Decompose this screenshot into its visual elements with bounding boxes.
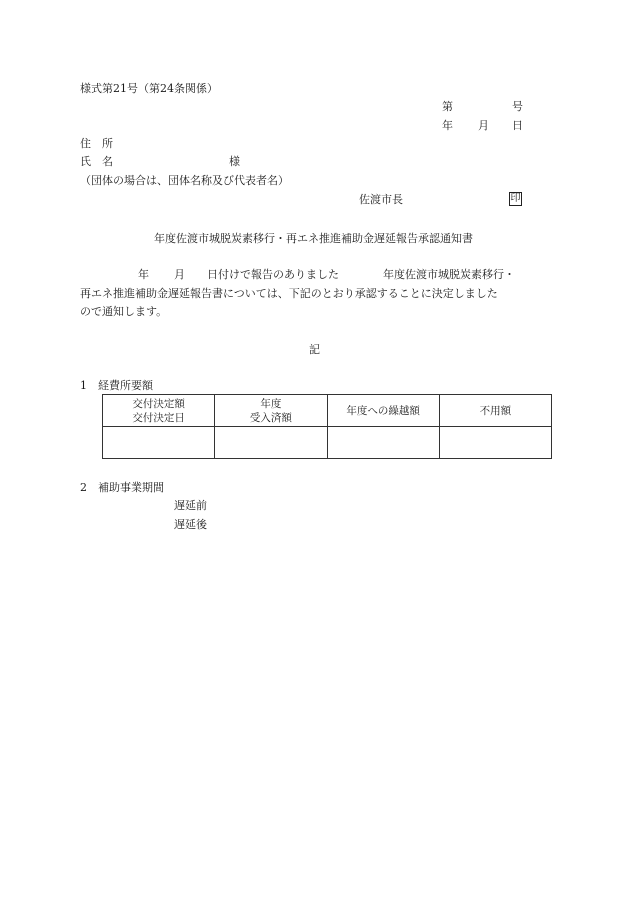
honorific: 様 — [229, 155, 240, 168]
table-row — [103, 427, 552, 459]
sender-title: 佐渡市長 — [359, 193, 403, 206]
col-received — [215, 395, 327, 427]
body-line3: ので通知します。 — [80, 305, 168, 318]
col-received-line1: 年度 — [260, 397, 282, 410]
cell-carryover-value[interactable] — [327, 427, 439, 459]
cell-decision-value[interactable] — [103, 427, 215, 459]
col-unused — [439, 395, 551, 427]
address-label: 住 所 — [80, 137, 113, 150]
seal-mark: 印 — [510, 193, 521, 204]
body-year: 年 — [138, 268, 149, 281]
form-number: 様式第21号（第24条関係） — [80, 82, 218, 95]
body-line1-end: 年度佐渡市城脱炭素移行・ — [383, 268, 515, 281]
group-note: （団体の場合は、団体名称及び代表者名） — [80, 174, 289, 187]
expense-table — [102, 394, 552, 459]
date-day: 日 — [512, 119, 523, 132]
doc-number-suffix: 号 — [512, 100, 523, 113]
section1-heading: 1 経費所要額 — [80, 379, 153, 392]
col-decision — [103, 395, 215, 427]
body-line2: 再エネ推進補助金遅延報告書については、下記のとおり承認することに決定しました — [80, 287, 498, 300]
document-title: 年度佐渡市城脱炭素移行・再エネ推進補助金遅延報告承認通知書 — [154, 232, 473, 245]
period-after: 遅延後 — [174, 518, 207, 531]
cell-unused-value[interactable] — [439, 427, 551, 459]
col-decision-line2: 交付決定日 — [132, 411, 185, 424]
cell-received-value[interactable] — [215, 427, 327, 459]
col-decision-line1: 交付決定額 — [132, 397, 185, 410]
doc-number-prefix: 第 — [442, 100, 453, 113]
table-header-row — [103, 395, 552, 427]
col-unused-label: 不用額 — [479, 404, 512, 417]
col-carryover-label: 年度への繰越額 — [346, 404, 420, 417]
ki-marker: 記 — [309, 343, 320, 356]
body-date-rest: 日付けで報告のありました — [207, 268, 339, 281]
date-year: 年 — [442, 119, 453, 132]
section2-heading: 2 補助事業期間 — [80, 481, 164, 494]
body-month: 月 — [174, 268, 185, 281]
period-before: 遅延前 — [174, 499, 207, 512]
date-month: 月 — [478, 119, 489, 132]
col-received-line2: 受入済額 — [249, 411, 292, 424]
col-carryover — [327, 395, 439, 427]
name-label: 氏 名 — [80, 155, 113, 168]
